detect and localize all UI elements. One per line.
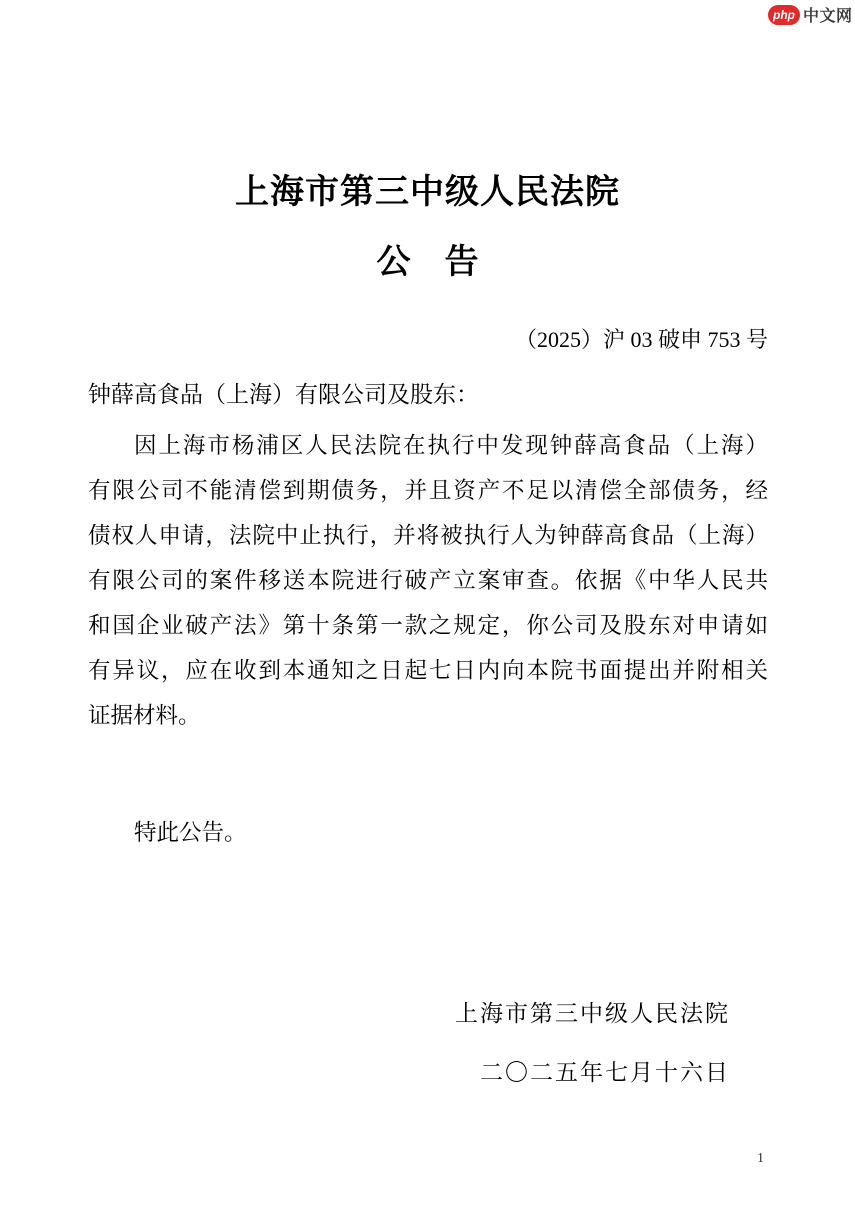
body-line: 和国企业破产法》第十条第一款之规定，你公司及股东对申请如 bbox=[88, 613, 768, 638]
addressee-line: 钟薛高食品（上海）有限公司及股东： bbox=[88, 382, 479, 407]
body-line: 有限公司不能清偿到期债务，并且资产不足以清偿全部债务，经 bbox=[88, 478, 768, 503]
case-number: （2025）沪 03 破申 753 号 bbox=[514, 327, 768, 352]
closing-line: 特此公告。 bbox=[134, 820, 247, 845]
site-name-label: 中文网 bbox=[803, 8, 853, 25]
body-line: 因上海市杨浦区人民法院在执行中发现钟薛高食品（上海） bbox=[134, 433, 768, 458]
signature-date: 二〇二五年七月十六日 bbox=[480, 1060, 730, 1085]
body-line: 证据材料。 bbox=[88, 703, 201, 728]
announcement-heading: 公 告 bbox=[376, 244, 479, 281]
announcement-body bbox=[88, 423, 768, 738]
php-logo-badge-icon: php bbox=[768, 5, 800, 25]
page-number: 1 bbox=[757, 1151, 764, 1166]
signature-court-name: 上海市第三中级人民法院 bbox=[455, 1001, 730, 1026]
body-line: 有限公司的案件移送本院进行破产立案审查。依据《中华人民共 bbox=[88, 568, 768, 593]
body-line: 有异议，应在收到本通知之日起七日内向本院书面提出并附相关 bbox=[88, 658, 768, 683]
court-title: 上海市第三中级人民法院 bbox=[235, 174, 620, 211]
site-watermark-logo bbox=[768, 3, 853, 26]
body-line: 债权人申请，法院中止执行，并将被执行人为钟薛高食品（上海） bbox=[88, 523, 768, 548]
